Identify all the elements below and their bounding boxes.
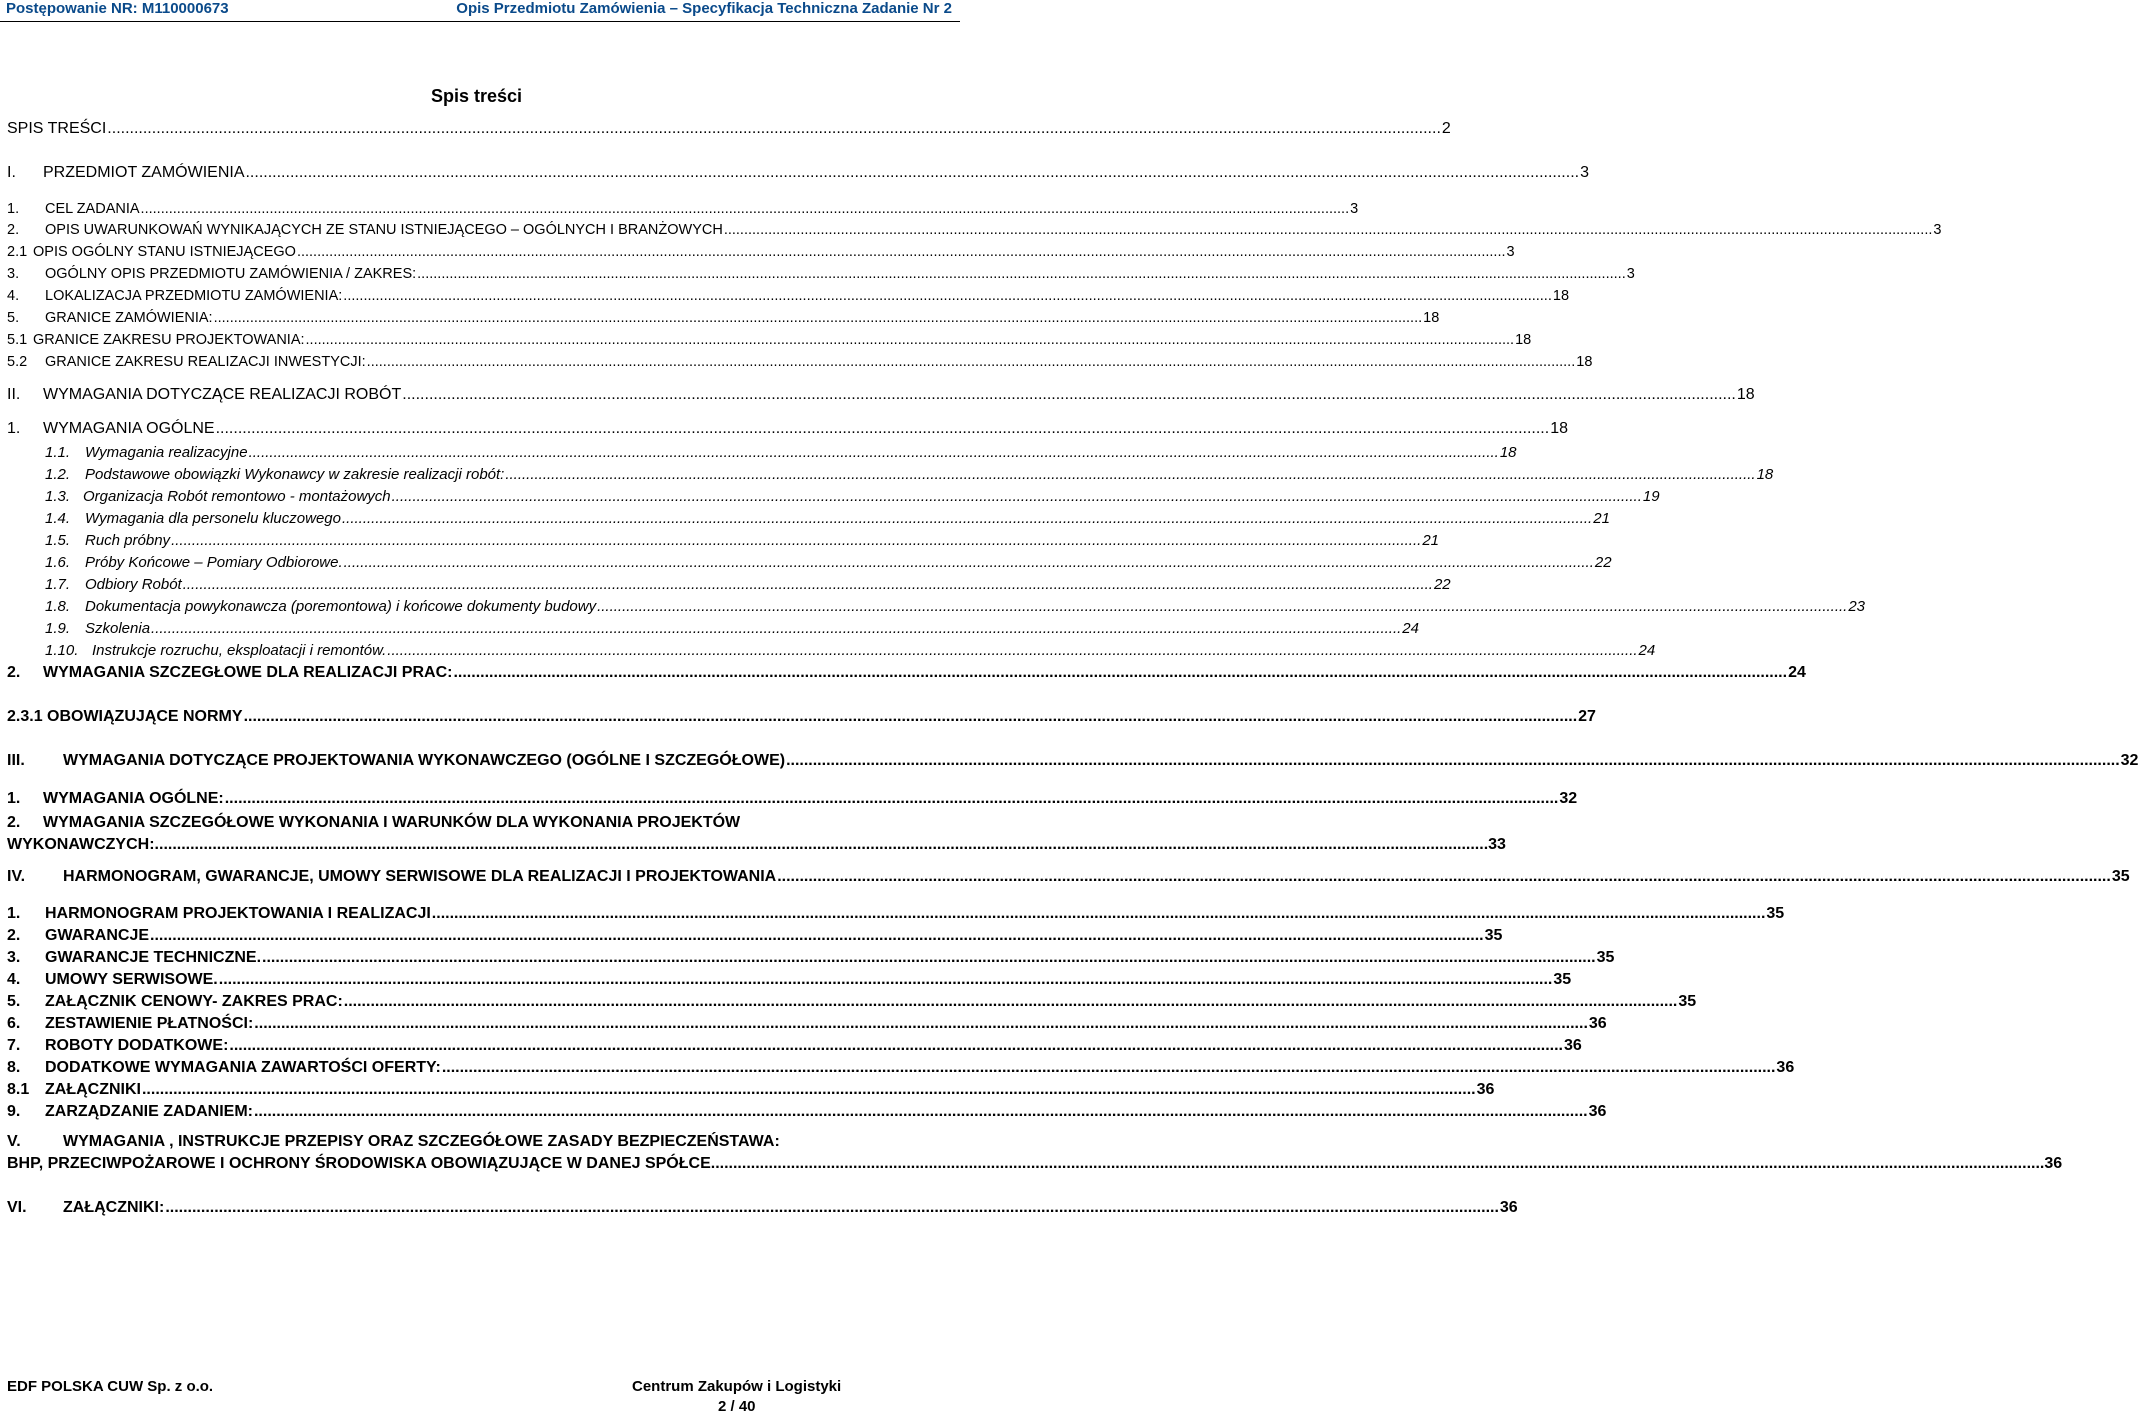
toc-entry-number: 6. xyxy=(7,1015,21,1032)
toc-entry-page: 18 xyxy=(1756,466,1774,483)
toc-dot-leader: ............................................................................................................................................................................................................................................................................................................ xyxy=(141,1081,1476,1098)
toc-entry-text: DODATKOWE WYMAGANIA ZAWARTOŚCI OFERTY: xyxy=(45,1059,441,1076)
toc-entry-text: GWARANCJE xyxy=(45,927,150,944)
toc-entry-text: OGÓLNY OPIS PRZEDMIOTU ZAMÓWIENIA / ZAKRES: xyxy=(45,266,417,282)
toc-dot-leader: ............................................................................................................................................................................................................................................................................................................ xyxy=(262,949,1596,966)
toc-entry-number: 5. xyxy=(7,993,21,1010)
toc-dot-leader: ............................................................................................................................................................................................................................................................................................................ xyxy=(213,310,1423,326)
toc-dot-leader: ............................................................................................................................................................................................................................................................................................................ xyxy=(305,332,1515,348)
toc-entry[interactable] xyxy=(7,949,1615,967)
toc-entry-page: 18 xyxy=(1576,354,1593,370)
toc-dot-leader: ............................................................................................................................................................................................................................................................................................................ xyxy=(150,927,1484,944)
toc-entry-number: 1.3. xyxy=(45,488,71,505)
toc-entry-page: 3 xyxy=(1580,164,1589,181)
toc-entry-text: GRANICE ZAKRESU REALIZACJI INWESTYCJI: xyxy=(45,354,366,370)
toc-entry-number: 1.1. xyxy=(45,444,71,461)
toc-entry-text-continued: WYKONAWCZYCH: xyxy=(7,836,155,853)
toc-entry-number: 9. xyxy=(7,1103,21,1120)
toc-entry-page: 24 xyxy=(1402,620,1419,637)
toc-entry[interactable] xyxy=(7,927,1503,945)
toc-entry-number: 2. xyxy=(7,222,20,238)
toc-dot-leader: ............................................................................................................................................................................................................................................................................................................ xyxy=(151,620,1402,637)
toc-dot-leader: ............................................................................................................................................................................................................................................................................................................ xyxy=(786,752,2120,769)
toc-entry-page: 24 xyxy=(1638,642,1656,659)
toc-entry-text: GRANICE ZAMÓWIENIA: xyxy=(45,310,213,326)
toc-entry[interactable] xyxy=(7,164,1589,182)
toc-entry[interactable] xyxy=(7,222,1942,238)
toc-entry-text: Organizacja Robót remontowo - montażowych xyxy=(83,488,391,505)
toc-entry[interactable] xyxy=(7,1059,1795,1077)
toc-entry[interactable] xyxy=(45,620,1419,637)
toc-entry-number: 1. xyxy=(7,420,21,437)
toc-entry[interactable] xyxy=(7,1015,1607,1033)
toc-entry-line1 xyxy=(7,812,954,834)
toc-entry-text-continued: BHP, PRZECIWPOŻAROWE I OCHRONY ŚRODOWISKA OBOWIĄZUJĄCE W DANEJ SPÓŁCE xyxy=(7,1155,711,1172)
toc-entry-line2 xyxy=(7,1153,2063,1175)
toc-entry-page: 3 xyxy=(1626,266,1635,282)
toc-entry-page: 27 xyxy=(1578,708,1596,725)
toc-dot-leader: ............................................................................................................................................................................................................................................................................................................ xyxy=(417,266,1626,282)
toc-entry-page: 18 xyxy=(1499,444,1517,461)
toc-entry[interactable] xyxy=(7,1131,2063,1175)
toc-entry-number: 1.8. xyxy=(45,598,71,615)
toc-dot-leader: ............................................................................................................................................................................................................................................................................................................ xyxy=(597,598,1848,615)
toc-entry-text: Wymagania realizacyjne xyxy=(85,444,248,461)
toc-entry-text: Wymagania dla personelu kluczowego xyxy=(85,510,341,527)
toc-entry-text: PRZEDMIOT ZAMÓWIENIA xyxy=(43,164,245,181)
toc-dot-leader: ............................................................................................................................................................................................................................................................................................................ xyxy=(710,1155,2045,1172)
toc-entry-number: 2. xyxy=(7,664,21,681)
toc-entry-text: Szkolenia xyxy=(85,620,151,637)
toc-entry-text: ZAŁĄCZNIK CENOWY- ZAKRES PRAC: xyxy=(45,993,343,1010)
toc-entry-number: III. xyxy=(7,752,25,769)
toc-entry[interactable] xyxy=(7,1081,1495,1099)
toc-dot-leader: ............................................................................................................................................................................................................................................................................................................ xyxy=(253,1103,1588,1120)
toc-dot-leader: ............................................................................................................................................................................................................................................................................................................ xyxy=(171,532,1422,549)
toc-entry[interactable] xyxy=(7,752,2138,770)
toc-entry-page: 35 xyxy=(1596,949,1615,966)
toc-entry-number: 2.1 xyxy=(7,244,28,260)
toc-entry[interactable] xyxy=(45,510,1610,527)
toc-entry-text: CEL ZADANIA xyxy=(45,201,140,217)
toc-entry[interactable] xyxy=(45,488,1660,505)
toc-dot-leader: ............................................................................................................................................................................................................................................................................................................ xyxy=(243,708,1578,725)
toc-entry-number: 3. xyxy=(7,266,20,282)
toc-entry[interactable] xyxy=(7,993,1697,1011)
toc-entry-line2 xyxy=(7,834,1506,856)
toc-entry-page: 23 xyxy=(1848,598,1866,615)
footer-company: EDF POLSKA CUW Sp. z o.o. xyxy=(7,1378,214,1395)
toc-entry-number: 1. xyxy=(7,790,21,807)
toc-entry-text: ZARZĄDZANIE ZADANIEM: xyxy=(45,1103,253,1120)
toc-entry-text: Próby Końcowe – Pomiary Odbiorowe. xyxy=(85,554,343,571)
toc-entry-number: II. xyxy=(7,386,21,403)
toc-entry[interactable] xyxy=(45,642,1656,659)
toc-entry-number: 1. xyxy=(7,905,21,922)
toc-entry[interactable] xyxy=(45,554,1612,571)
toc-entry[interactable] xyxy=(7,420,1568,438)
toc-entry-page: 36 xyxy=(1776,1059,1795,1076)
toc-entry-page: 18 xyxy=(1552,288,1570,304)
toc-entry-number: 8.1 xyxy=(7,1081,30,1098)
toc-entry[interactable] xyxy=(7,812,1506,856)
toc-entry-number: 1. xyxy=(7,201,20,217)
toc-entry-number: 2. xyxy=(7,814,21,831)
toc-entry-number: VI. xyxy=(7,1199,27,1216)
toc-dot-leader: ............................................................................................................................................................................................................................................................................................................ xyxy=(431,905,1766,922)
toc-dot-leader: ............................................................................................................................................................................................................................................................................................................ xyxy=(505,466,1756,483)
toc-entry-text: WYMAGANIA , INSTRUKCJE PRZEPISY ORAZ SZCZEGÓŁOWE ZASADY BEZPIECZEŃSTAWA: xyxy=(63,1133,780,1150)
toc-entry[interactable] xyxy=(7,790,1578,808)
toc-entry[interactable] xyxy=(45,444,1517,461)
toc-entry[interactable] xyxy=(7,1037,1582,1055)
toc-entry-text: WYMAGANIA DOTYCZĄCE PROJEKTOWANIA WYKONAWCZEGO (OGÓLNE I SZCZEGÓŁOWE) xyxy=(63,752,786,769)
header-tender-number: Postępowanie NR: M110000673 xyxy=(6,0,229,17)
toc-entry-page: 35 xyxy=(1553,971,1572,988)
toc-dot-leader: ............................................................................................................................................................................................................................................................................................................ xyxy=(229,1037,1563,1054)
toc-entry[interactable] xyxy=(7,1199,1518,1217)
toc-entry-page: 3 xyxy=(1350,201,1359,217)
toc-entry-page: 36 xyxy=(1588,1103,1607,1120)
toc-entry-number: 1.4. xyxy=(45,510,71,527)
toc-dot-leader: ............................................................................................................................................................................................................................................................................................................ xyxy=(341,510,1593,527)
toc-dot-leader: ............................................................................................................................................................................................................................................................................................................ xyxy=(218,971,1553,988)
toc-entry-number: V. xyxy=(7,1133,21,1150)
toc-dot-leader: ............................................................................................................................................................................................................................................................................................................ xyxy=(343,993,1678,1010)
toc-dot-leader: ............................................................................................................................................................................................................................................................................................................ xyxy=(296,244,1506,260)
toc-entry-number: 2. xyxy=(7,927,21,944)
toc-entry-text: WYMAGANIA SZCZEGŁOWE DLA REALIZACJI PRAC: xyxy=(43,664,453,681)
toc-dot-leader: ............................................................................................................................................................................................................................................................................................................ xyxy=(343,554,1594,571)
toc-entry-page: 36 xyxy=(1564,1037,1582,1054)
toc-entry-line1 xyxy=(7,1131,954,1153)
toc-entry-text: Dokumentacja powykonawcza (poremontowa) i końcowe dokumenty budowy xyxy=(85,598,597,615)
toc-entry-text: WYMAGANIA SZCZEGÓŁOWE WYKONANIA I WARUNKÓW DLA WYKONANIA PROJEKTÓW xyxy=(43,814,741,831)
toc-entry-number: 5.1 xyxy=(7,332,28,348)
toc-entry[interactable] xyxy=(7,332,1532,348)
toc-dot-leader: ............................................................................................................................................................................................................................................................................................................ xyxy=(453,664,1788,681)
toc-entry[interactable] xyxy=(45,532,1439,549)
toc-entry-text: ZAŁĄCZNIKI xyxy=(45,1081,141,1098)
toc-dot-leader: ............................................................................................................................................................................................................................................................................................................ xyxy=(391,488,1642,505)
toc-entry-text: Podstawowe obowiązki Wykonawcy w zakresie realizacji robót: xyxy=(85,466,505,483)
toc-entry[interactable] xyxy=(7,868,2130,886)
toc-entry-page: 19 xyxy=(1642,488,1660,505)
toc-entry-page: 22 xyxy=(1594,554,1612,571)
toc-entry-page: 36 xyxy=(1476,1081,1495,1098)
toc-dot-leader: ............................................................................................................................................................................................................................................................................................................ xyxy=(402,386,1736,403)
toc-entry[interactable] xyxy=(7,120,1451,138)
toc-entry-number: 1.5. xyxy=(45,532,71,549)
toc-entry-page: 22 xyxy=(1433,576,1451,593)
toc-entry-page: 32 xyxy=(1559,790,1578,807)
toc-dot-leader: ............................................................................................................................................................................................................................................................................................................ xyxy=(224,790,1559,807)
toc-entry-text: HARMONOGRAM, GWARANCJE, UMOWY SERWISOWE DLA REALIZACJI I PROJEKTOWANIA xyxy=(63,868,777,885)
toc-entry-text: LOKALIZACJA PRZEDMIOTU ZAMÓWIENIA: xyxy=(45,288,343,304)
toc-entry[interactable] xyxy=(7,708,1596,726)
toc-entry-text: WYMAGANIA DOTYCZĄCE REALIZACJI ROBÓT xyxy=(43,386,402,403)
toc-entry-number: IV. xyxy=(7,868,26,885)
toc-entry-page: 35 xyxy=(1678,993,1697,1010)
toc-entry-number: 1.10. xyxy=(45,642,79,659)
toc-entry-text: HARMONOGRAM PROJEKTOWANIA I REALIZACJI xyxy=(45,905,431,922)
toc-dot-leader: ............................................................................................................................................................................................................................................................................................................ xyxy=(107,120,1441,137)
toc-entry[interactable] xyxy=(7,905,1785,923)
toc-entry-page: 24 xyxy=(1788,664,1806,681)
toc-entry[interactable] xyxy=(7,244,1515,260)
toc-entry-number: 1.7. xyxy=(45,576,71,593)
toc-dot-leader: ............................................................................................................................................................................................................................................................................................................ xyxy=(343,288,1552,304)
header-rule xyxy=(0,21,960,22)
toc-entry-text: UMOWY SERWISOWE. xyxy=(45,971,218,988)
toc-entry-text: ZAŁĄCZNIKI: xyxy=(63,1199,165,1216)
toc-entry-page: 18 xyxy=(1423,310,1440,326)
toc-entry-number: 5. xyxy=(7,310,20,326)
toc-entry-page: 21 xyxy=(1422,532,1439,549)
toc-entry-text: GRANICE ZAKRESU PROJEKTOWANIA: xyxy=(33,332,305,348)
toc-entry-page: 18 xyxy=(1515,332,1532,348)
toc-entry-text: ROBOTY DODATKOWE: xyxy=(45,1037,229,1054)
toc-entry-page: 36 xyxy=(2044,1155,2063,1172)
toc-entry-page: 18 xyxy=(1550,420,1568,437)
toc-dot-leader: ............................................................................................................................................................................................................................................................................................................ xyxy=(165,1199,1499,1216)
toc-entry-text: WYMAGANIA OGÓLNE xyxy=(43,420,215,437)
toc-title: Spis treści xyxy=(431,86,523,106)
toc-dot-leader: ............................................................................................................................................................................................................................................................................................................ xyxy=(248,444,1499,461)
toc-entry[interactable] xyxy=(7,386,1755,404)
toc-entry-page: 21 xyxy=(1593,510,1610,527)
toc-entry-number: 4. xyxy=(7,971,21,988)
toc-entry-text: GWARANCJE TECHNICZNE. xyxy=(45,949,262,966)
toc-entry[interactable] xyxy=(7,664,1806,682)
toc-entry-text: OBOWIĄZUJĄCE NORMY xyxy=(47,708,243,725)
toc-entry-page: 18 xyxy=(1736,386,1755,403)
toc-entry-number: 7. xyxy=(7,1037,21,1054)
toc-dot-leader: ............................................................................................................................................................................................................................................................................................................ xyxy=(366,354,1576,370)
toc-dot-leader: ............................................................................................................................................................................................................................................................................................................ xyxy=(140,201,1350,217)
toc-entry-text: ZESTAWIENIE PŁATNOŚCI: xyxy=(45,1015,254,1032)
toc-entry-number: 4. xyxy=(7,288,20,304)
toc-entry-text: OPIS OGÓLNY STANU ISTNIEJĄCEGO xyxy=(33,244,296,260)
toc-dot-leader: ............................................................................................................................................................................................................................................................................................................ xyxy=(723,222,1933,238)
toc-entry-page: 35 xyxy=(1766,905,1785,922)
toc-entry-page: 2 xyxy=(1441,120,1451,137)
toc-entry-number: 1.2. xyxy=(45,466,71,483)
toc-dot-leader: ............................................................................................................................................................................................................................................................................................................ xyxy=(441,1059,1776,1076)
toc-entry-page: 3 xyxy=(1506,244,1515,260)
toc-entry-page: 32 xyxy=(2120,752,2138,769)
toc-entry[interactable] xyxy=(7,310,1440,326)
toc-entry-page: 35 xyxy=(2111,868,2130,885)
toc-dot-leader: ............................................................................................................................................................................................................................................................................................................ xyxy=(182,576,1433,593)
header-document-title: Opis Przedmiotu Zamówienia – Specyfikacja Techniczna Zadanie Nr 2 xyxy=(456,0,952,17)
toc-entry-text: Instrukcje rozruchu, eksploatacji i remontów. xyxy=(92,642,387,659)
toc-entry-number: SPIS TREŚCI xyxy=(7,120,107,137)
toc-entry-number: 8. xyxy=(7,1059,21,1076)
toc-entry-page: 3 xyxy=(1933,222,1942,238)
toc-entry[interactable] xyxy=(45,598,1866,615)
toc-entry-text: WYMAGANIA OGÓLNE: xyxy=(43,790,224,807)
toc-entry[interactable] xyxy=(7,201,1359,217)
toc-entry-page: 33 xyxy=(1488,836,1506,853)
footer-page-number: 2 / 40 xyxy=(718,1398,756,1415)
toc-entry-number: 1.9. xyxy=(45,620,71,637)
toc-entry-number: I. xyxy=(7,164,16,181)
toc-entry-text: Odbiory Robót xyxy=(85,576,182,593)
toc-dot-leader: ............................................................................................................................................................................................................................................................................................................ xyxy=(154,836,1489,853)
toc-entry[interactable] xyxy=(7,288,1570,304)
toc-entry-number: 2.3.1 xyxy=(7,708,43,725)
toc-entry-text: Ruch próbny xyxy=(85,532,171,549)
toc-dot-leader: ............................................................................................................................................................................................................................................................................................................ xyxy=(387,642,1638,659)
toc-entry-page: 36 xyxy=(1499,1199,1518,1216)
toc-entry[interactable] xyxy=(7,1103,1607,1121)
toc-entry[interactable] xyxy=(45,466,1774,483)
toc-entry-number: 1.6. xyxy=(45,554,71,571)
footer-department: Centrum Zakupów i Logistyki xyxy=(632,1378,842,1395)
toc-dot-leader: ............................................................................................................................................................................................................................................................................................................ xyxy=(777,868,2111,885)
toc-entry[interactable] xyxy=(45,576,1451,593)
toc-entry-page: 35 xyxy=(1484,927,1503,944)
toc-entry[interactable] xyxy=(7,971,1572,989)
page-header xyxy=(0,0,960,22)
toc-entry[interactable] xyxy=(7,266,1635,282)
toc-entry[interactable] xyxy=(7,354,1593,370)
toc-entry-number: 5.2 xyxy=(7,354,28,370)
toc-entry-number: 3. xyxy=(7,949,21,966)
toc-entry-page: 36 xyxy=(1588,1015,1607,1032)
toc-dot-leader: ............................................................................................................................................................................................................................................................................................................ xyxy=(254,1015,1588,1032)
toc-dot-leader: ............................................................................................................................................................................................................................................................................................................ xyxy=(215,420,1550,437)
toc-entry-text: OPIS UWARUNKOWAŃ WYNIKAJĄCYCH ZE STANU ISTNIEJĄCEGO – OGÓLNYCH I BRANŻOWYCH xyxy=(45,222,723,238)
toc-dot-leader: ............................................................................................................................................................................................................................................................................................................ xyxy=(245,164,1580,181)
